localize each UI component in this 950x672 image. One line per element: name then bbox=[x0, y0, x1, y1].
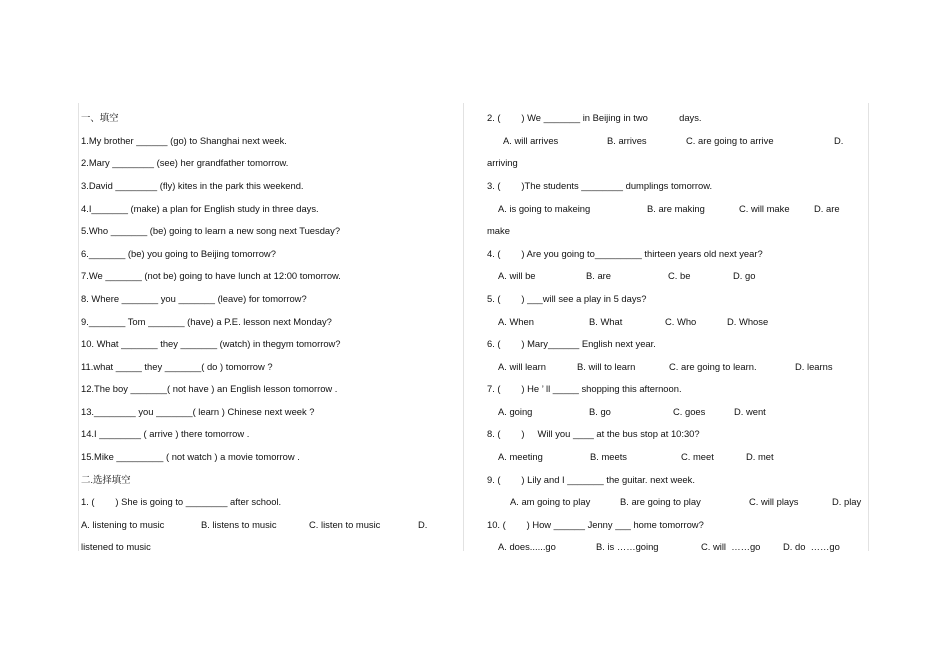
question-stem: 8. ( ) Will you ____ at the bus stop at 10:30? bbox=[487, 428, 700, 439]
question-stem: 5. ( ) ___will see a play in 5 days? bbox=[487, 293, 647, 304]
fill-item: 3.David ________ (fly) kites in the park this weekend. bbox=[81, 180, 304, 191]
question-option: D. learns bbox=[795, 361, 833, 372]
question-option: D. met bbox=[746, 451, 774, 462]
question-option: A. meeting bbox=[498, 451, 543, 462]
fill-item: 14.I ________ ( arrive ) there tomorrow . bbox=[81, 428, 250, 439]
question-option: A. will arrives bbox=[503, 135, 559, 146]
question-option: D. play bbox=[832, 496, 862, 507]
question-option: A. am going to play bbox=[510, 496, 591, 507]
question-option: A. listening to music bbox=[81, 519, 165, 530]
question-option: B. go bbox=[589, 406, 611, 417]
question-option: A. will learn bbox=[498, 361, 546, 372]
fill-item: 1.My brother ______ (go) to Shanghai next week. bbox=[81, 135, 287, 146]
question-stem: 4. ( ) Are you going to_________ thirteen years old next year? bbox=[487, 248, 763, 259]
question-option-continuation: arriving bbox=[487, 157, 518, 168]
fill-item: 10. What _______ they _______ (watch) in thegym tomorrow? bbox=[81, 338, 341, 349]
fill-item: 11.what _____ they _______( do ) tomorrow ? bbox=[81, 361, 273, 372]
question-option: C. Who bbox=[665, 316, 697, 327]
question-option: A. does......go bbox=[498, 541, 556, 552]
section-title-fill-in: 一、填空 bbox=[81, 112, 119, 123]
question-option: C. meet bbox=[681, 451, 714, 462]
question-option: A. is going to makeing bbox=[498, 203, 591, 214]
right-column-border bbox=[868, 103, 869, 551]
question-option: D. go bbox=[733, 270, 756, 281]
question-stem: 9. ( ) Lily and I _______ the guitar. next week. bbox=[487, 474, 695, 485]
question-option: D. bbox=[418, 519, 428, 530]
question-stem: 1. ( ) She is going to ________ after school. bbox=[81, 496, 282, 507]
question-option: D. went bbox=[734, 406, 766, 417]
fill-item: 8. Where _______ you _______ (leave) for tomorrow? bbox=[81, 293, 307, 304]
fill-item: 7.We _______ (not be) going to have lunch at 12:00 tomorrow. bbox=[81, 270, 341, 281]
question-option: C. are going to arrive bbox=[686, 135, 774, 146]
question-option: A. When bbox=[498, 316, 534, 327]
question-option: C. will ……go bbox=[701, 541, 761, 552]
question-option: B. meets bbox=[590, 451, 627, 462]
question-stem: 10. ( ) How ______ Jenny ___ home tomorrow? bbox=[487, 519, 704, 530]
center-column-divider bbox=[463, 103, 464, 551]
question-option: B. are going to play bbox=[620, 496, 701, 507]
section-title-multiple-choice: 二.选择填空 bbox=[81, 474, 131, 485]
question-option: C. will make bbox=[739, 203, 790, 214]
question-option: C. goes bbox=[673, 406, 706, 417]
question-option: B. What bbox=[589, 316, 623, 327]
question-stem: 6. ( ) Mary______ English next year. bbox=[487, 338, 656, 349]
question-option: C. are going to learn. bbox=[669, 361, 757, 372]
question-option: B. are bbox=[586, 270, 612, 281]
left-column-border bbox=[78, 103, 79, 551]
fill-item: 15.Mike _________ ( not watch ) a movie tomorrow . bbox=[81, 451, 300, 462]
question-option-continuation: listened to music bbox=[81, 541, 151, 552]
question-stem: 7. ( ) He ’ ll _____ shopping this afternoon. bbox=[487, 383, 682, 394]
question-stem: 2. ( ) We _______ in Beijing in two days. bbox=[487, 112, 702, 123]
question-option: C. be bbox=[668, 270, 691, 281]
question-option: D. are bbox=[814, 203, 840, 214]
question-option: A. will be bbox=[498, 270, 536, 281]
question-option: D. bbox=[834, 135, 844, 146]
fill-item: 4.I_______ (make) a plan for English study in three days. bbox=[81, 203, 319, 214]
question-option: B. arrives bbox=[607, 135, 647, 146]
question-option: D. Whose bbox=[727, 316, 769, 327]
fill-item: 13.________ you _______( learn ) Chinese next week ? bbox=[81, 406, 315, 417]
fill-item: 5.Who _______ (be) going to learn a new song next Tuesday? bbox=[81, 225, 341, 236]
question-option: C. listen to music bbox=[309, 519, 381, 530]
question-option: B. listens to music bbox=[201, 519, 277, 530]
fill-item: 2.Mary ________ (see) her grandfather tomorrow. bbox=[81, 157, 289, 168]
question-option: A. going bbox=[498, 406, 533, 417]
question-stem: 3. ( )The students ________ dumplings tomorrow. bbox=[487, 180, 713, 191]
question-option-continuation: make bbox=[487, 225, 510, 236]
fill-item: 6._______ (be) you going to Beijing tomorrow? bbox=[81, 248, 276, 259]
question-option: C. will plays bbox=[749, 496, 799, 507]
question-option: B. will to learn bbox=[577, 361, 636, 372]
fill-item: 12.The boy _______( not have ) an English lesson tomorrow . bbox=[81, 383, 338, 394]
question-option: B. are making bbox=[647, 203, 705, 214]
question-option: D. do ……go bbox=[783, 541, 840, 552]
fill-item: 9._______ Tom _______ (have) a P.E. lesson next Monday? bbox=[81, 316, 332, 327]
question-option: B. is ……going bbox=[596, 541, 659, 552]
